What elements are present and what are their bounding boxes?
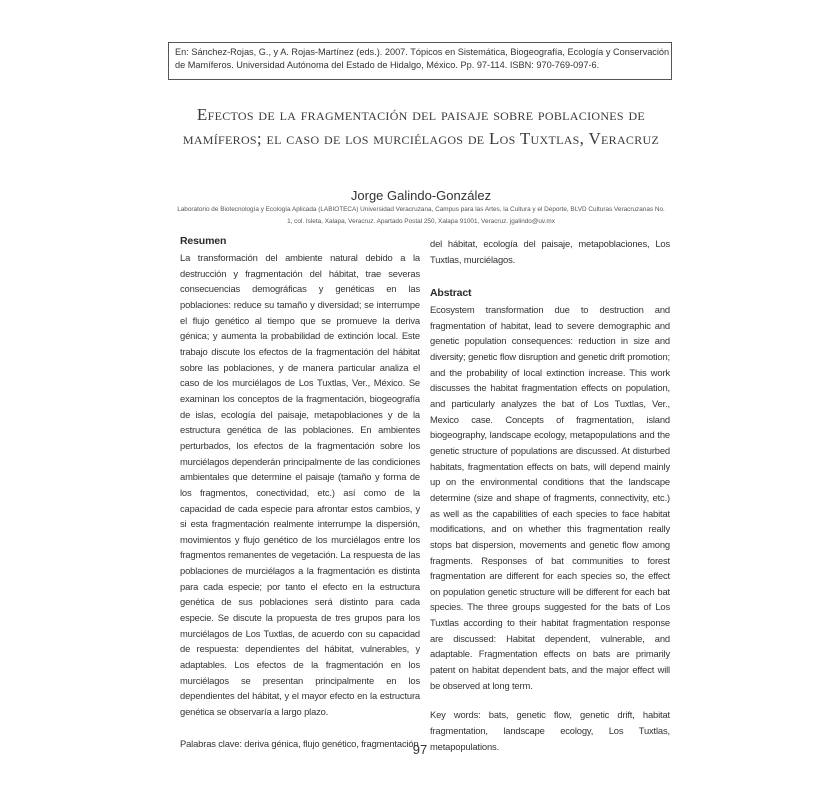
- paper-title: Efectos de la fragmentación del paisaje sobre poblaciones de mamíferos; el caso de los murciélagos de Los Tuxtlas, Veracruz: [182, 105, 660, 148]
- key-words: Key words: bats, genetic flow, genetic drift, habitat fragmentation, landscape ecology, Los Tuxtlas, metapopulations.: [430, 709, 670, 752]
- right-column: [430, 286, 670, 754]
- palabras-clave-continued: del hábitat, ecología del paisaje, metapoblaciones, Los Tuxtlas, murciélagos.: [430, 238, 670, 265]
- palabras-clave: Palabras clave: deriva génica, flujo genético, fragmentación: [180, 737, 419, 749]
- left-column: [180, 234, 420, 751]
- author-name: Jorge Galindo-González: [350, 188, 492, 203]
- citation-box: [168, 42, 672, 80]
- resumen-text: La transformación del ambiente natural debido a la destrucción y fragmentación del hábitat, trae severas consecuencias demográficas y genéticas en las poblaciones: reduce su tamaño y diversidad; se interrumpe el flujo genético al tiempo que se promueve la deriva génica; y aumenta la probabilidad de extinción local. Este trabajo discute los efectos de la fragmentación del hábitat sobre las poblaciones, y de manera particular analiza el caso de los murciélagos de Los Tuxtlas, Ver., México. Se examinan los conceptos de la fragmentación, biogeografía de islas, ecología del paisaje, metapoblaciones y de la estructura genética de las poblaciones. En ambientes perturbados, los efectos de la fragmentación sobre los murciélagos dependerán principalmente de las condiciones ambientales que determine el paisaje (tamaño y forma de los fragmentos, conectividad, etc.) así como de la capacidad de cada especie para afrontar estos cambios, y si esta fragmentación realmente interrumpe la dispersión, movimientos y flujo genético de los murciélagos entre los fragmentos remanentes de vegetación. La respuesta de las poblaciones de murciélagos a la fragmentación es distinta para cada especie; por tanto el efecto en la estructura genética de sus poblaciones será distinto para cada especie. Se discute la propuesta de tres grupos para los murciélagos de Los Tuxtlas, de acuerdo con su capacidad de respuesta: dependientes del hábitat, vulnerables, y adaptables. Los efectos de la fragmentación en los murciélagos se presentan principalmente en los dependientes del hábitat, y el mayor efecto en la estructura genética se observaría a largo plazo.: [180, 252, 420, 718]
- page-number: 97: [412, 742, 428, 757]
- citation-text: En: Sánchez-Rojas, G., y A. Rojas-Martínez (eds.). 2007. Tópicos en Sistemática, Biogeografía, Ecología y Conservación de Mamíferos. Universidad Autónoma del Estado de Hidalgo, México. Pp. 97-114. ISBN: 970-769-097-6.: [175, 47, 670, 70]
- author-affiliation: Laboratorio de Biotecnología y Ecología Aplicada (LABIOTECA) Universidad Veracruzana, Campus para las Artes, la Cultura y el Deporte, BLVD Culturas Veracruzanas No. 1, col. Isleta, Xalapa, Veracruz. Apartado Postal 250, Xalapa 91001, Veracruz. jgalindo@uv.mx: [177, 206, 665, 225]
- abstract-heading: Abstract: [430, 287, 472, 299]
- abstract-text: Ecosystem transformation due to destruction and fragmentation of habitat, lead to severe demographic and genetic population consequences: reduction in size and diversity; genetic flow disruption and genetic drift promotion; and the probability of local extinction increase. This work discusses the habitat fragmentation effects on population, and particularly analyzes the bat of Los Tuxtlas, Ver., Mexico case. Concepts of fragmentation, island biogeography, landscape ecology, metapopulations and the genetic structure of populations are discussed. At disturbed habitats, fragmentation effects on bats, will depend mainly up on the environmental conditions that the landscape determine (size and shape of fragments, connectivity, etc.) as well as the capabilities of each species to face habitat modifications, and on whether this fragmentation really stops bat dispersion, movements and genetic flow among fragments. Responses of bat communities to forest fragmentation are different for each species so, the effect on population genetic structure will be different for each bat species. The three groups suggested for the bats of Los Tuxtlas according to their habitat fragmentation response are discussed: Habitat dependent, vulnerable, and adaptable. Fragmentation effects on bats are primarily patent on habitat dependent bats, and the major effect will be observed at long term.: [430, 304, 670, 691]
- resumen-heading: Resumen: [180, 235, 227, 247]
